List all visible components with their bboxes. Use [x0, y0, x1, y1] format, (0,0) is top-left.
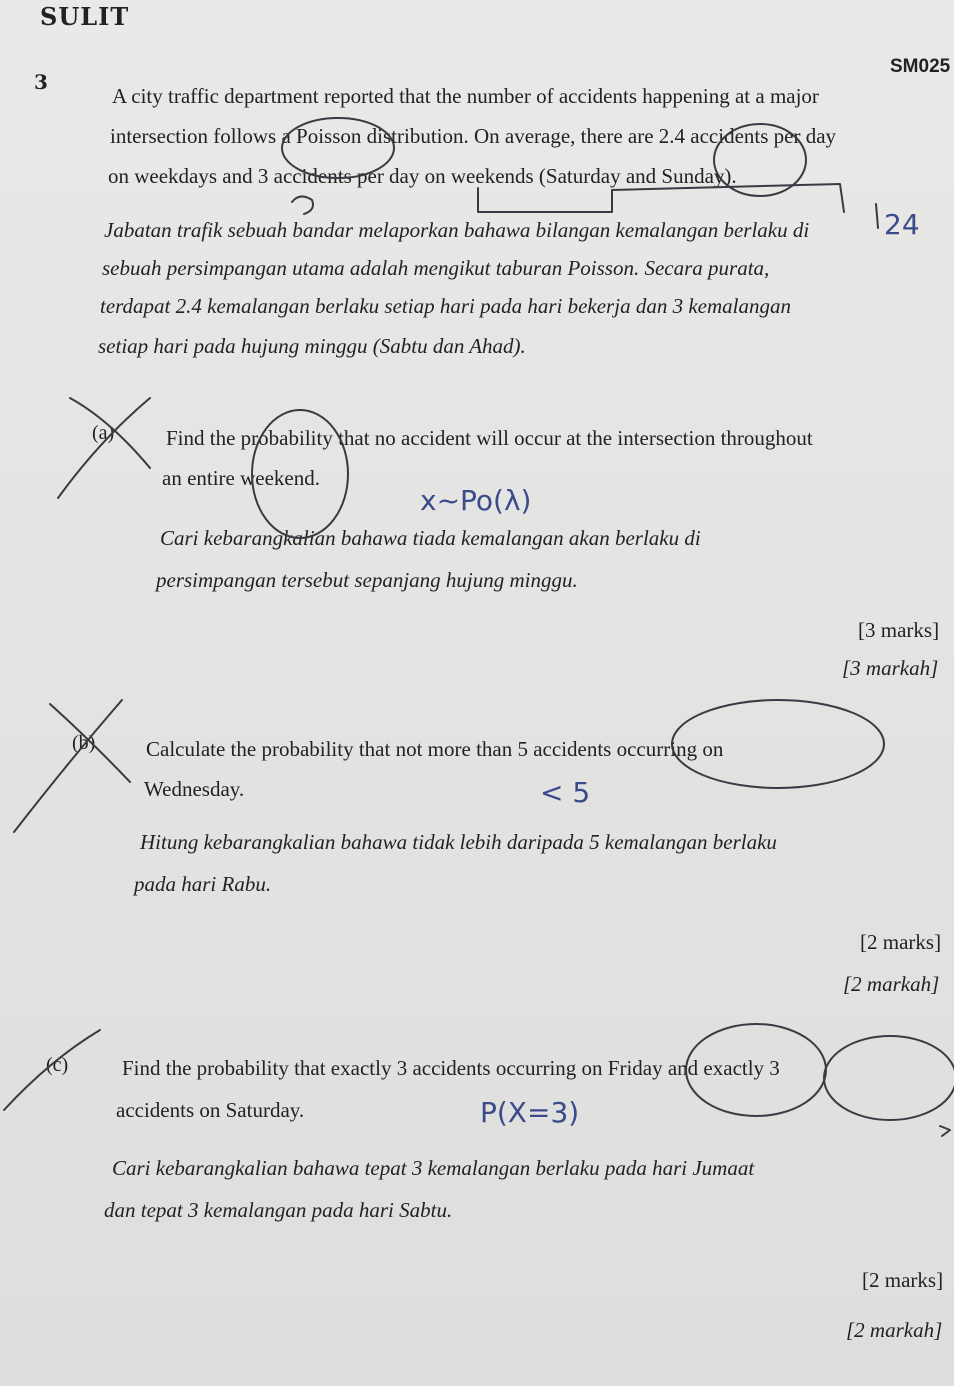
part-b-malay-line-2: pada hari Rabu.	[134, 872, 272, 896]
margin-note-24: 24	[884, 208, 920, 241]
part-b-marks-english: [2 marks]	[860, 930, 942, 954]
part-a-english-line-1: Find the probability that no accident will occur at the intersection throughout	[166, 426, 813, 450]
question-number: 3	[34, 70, 48, 94]
part-c-english-line-1: Find the probability that exactly 3 accidents occurring on Friday and exactly 3	[122, 1056, 780, 1080]
stem-english-line-3: on weekdays and 3 accidents per day on weekends (Saturday and Sunday).	[108, 164, 737, 188]
part-c-marks-english: [2 marks]	[862, 1268, 944, 1292]
circle-exactly-mark	[824, 1036, 954, 1120]
part-b-marks-malay: [2 markah]	[843, 972, 940, 996]
part-c-english-line-2: accidents on Saturday.	[116, 1098, 305, 1122]
stem-malay-line-1: Jabatan trafik sebuah bandar melaporkan bahawa bilangan kemalangan berlaku di	[104, 218, 810, 242]
part-c-label: (c)	[46, 1054, 69, 1076]
part-a-label: (a)	[92, 422, 115, 444]
stem-malay-line-4: setiap hari pada hujung minggu (Sabtu dan Ahad).	[98, 334, 526, 358]
part-a-english-line-2: an entire weekend.	[162, 466, 321, 490]
part-c-marks-malay: [2 markah]	[846, 1318, 943, 1342]
part-b-label: (b)	[72, 732, 96, 754]
classification-label: SULIT	[40, 2, 130, 31]
part-b-malay-line-1: Hitung kebarangkalian bahawa tidak lebih daripada 5 kemalangan berlaku	[140, 830, 777, 854]
small-hook-mark	[292, 196, 313, 214]
strike-a-2	[58, 398, 150, 498]
part-b-english-line-1: Calculate the probability that not more than 5 accidents occurring on	[146, 737, 724, 761]
paper-code: SM025	[890, 56, 951, 77]
stem-english-line-1: A city traffic department reported that the number of accidents happening at a major	[112, 84, 819, 108]
stem-malay-line-3: terdapat 2.4 kemalangan berlaku setiap hari pada hari bekerja dan 3 kemalangan	[100, 294, 791, 318]
stem-english-line-2: intersection follows a Poisson distribution. On average, there are 2.4 accidents per day	[110, 124, 837, 148]
part-c-malay-line-2: dan tepat 3 kemalangan pada hari Sabtu.	[104, 1198, 453, 1222]
part-a-malay-line-2: persimpangan tersebut sepanjang hujung minggu.	[156, 568, 578, 592]
note-less-than-5: < 5	[540, 776, 591, 809]
stem-malay-line-2: sebuah persimpangan utama adalah mengikut taburan Poisson. Secara purata,	[102, 256, 770, 280]
note-p-x-equals-3: P(X=3)	[480, 1096, 580, 1129]
part-a-marks-malay: [3 markah]	[842, 656, 939, 680]
part-c-malay-line-1: Cari kebarangkalian bahawa tepat 3 kemalangan berlaku pada hari Jumaat	[112, 1156, 755, 1180]
note-poisson-lambda: x~Po(λ)	[420, 484, 532, 517]
part-a-marks-english: [3 marks]	[858, 618, 940, 642]
small-margin-mark	[940, 1126, 950, 1136]
part-b-english-line-2: Wednesday.	[144, 777, 245, 801]
part-a-malay-line-1: Cari kebarangkalian bahawa tiada kemalangan akan berlaku di	[160, 526, 701, 550]
margin-tick-mark	[876, 204, 878, 228]
strike-b-2	[14, 700, 122, 832]
